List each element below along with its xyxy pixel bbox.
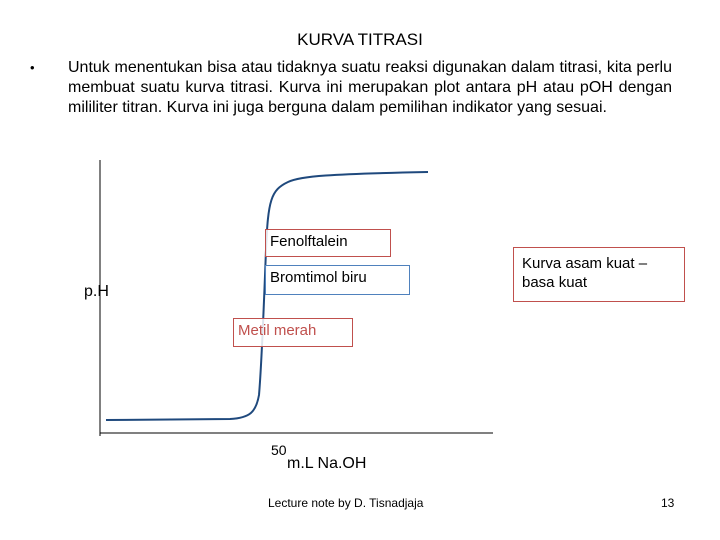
indicator-bromtimol-biru: Bromtimol biru bbox=[265, 265, 410, 295]
page-number: 13 bbox=[661, 496, 675, 510]
slide-title: KURVA TITRASI bbox=[297, 30, 423, 49]
indicator-metil-merah: Metil merah bbox=[233, 318, 353, 347]
y-axis-label: p.H bbox=[84, 283, 109, 300]
curve-description-box: Kurva asam kuat – basa kuat bbox=[513, 247, 685, 302]
indicator-fenolftalein: Fenolftalein bbox=[265, 229, 391, 257]
x-axis-tick-50: 50 bbox=[271, 442, 287, 458]
titration-curve bbox=[106, 172, 428, 420]
x-axis-label: m.L Na.OH bbox=[287, 455, 367, 472]
footer-credit: Lecture note by D. Tisnadjaja bbox=[268, 496, 424, 510]
intro-paragraph: Untuk menentukan bisa atau tidaknya suatu reaksi digunakan dalam titrasi, kita perlu membuat suatu kurva titrasi. Kurva ini merupakan plot antara pH atau pOH dengan mililiter titran. Kurva ini juga berguna dalam pemilihan indikator yang sesuai. bbox=[68, 59, 672, 116]
bullet-marker: • bbox=[30, 60, 35, 75]
